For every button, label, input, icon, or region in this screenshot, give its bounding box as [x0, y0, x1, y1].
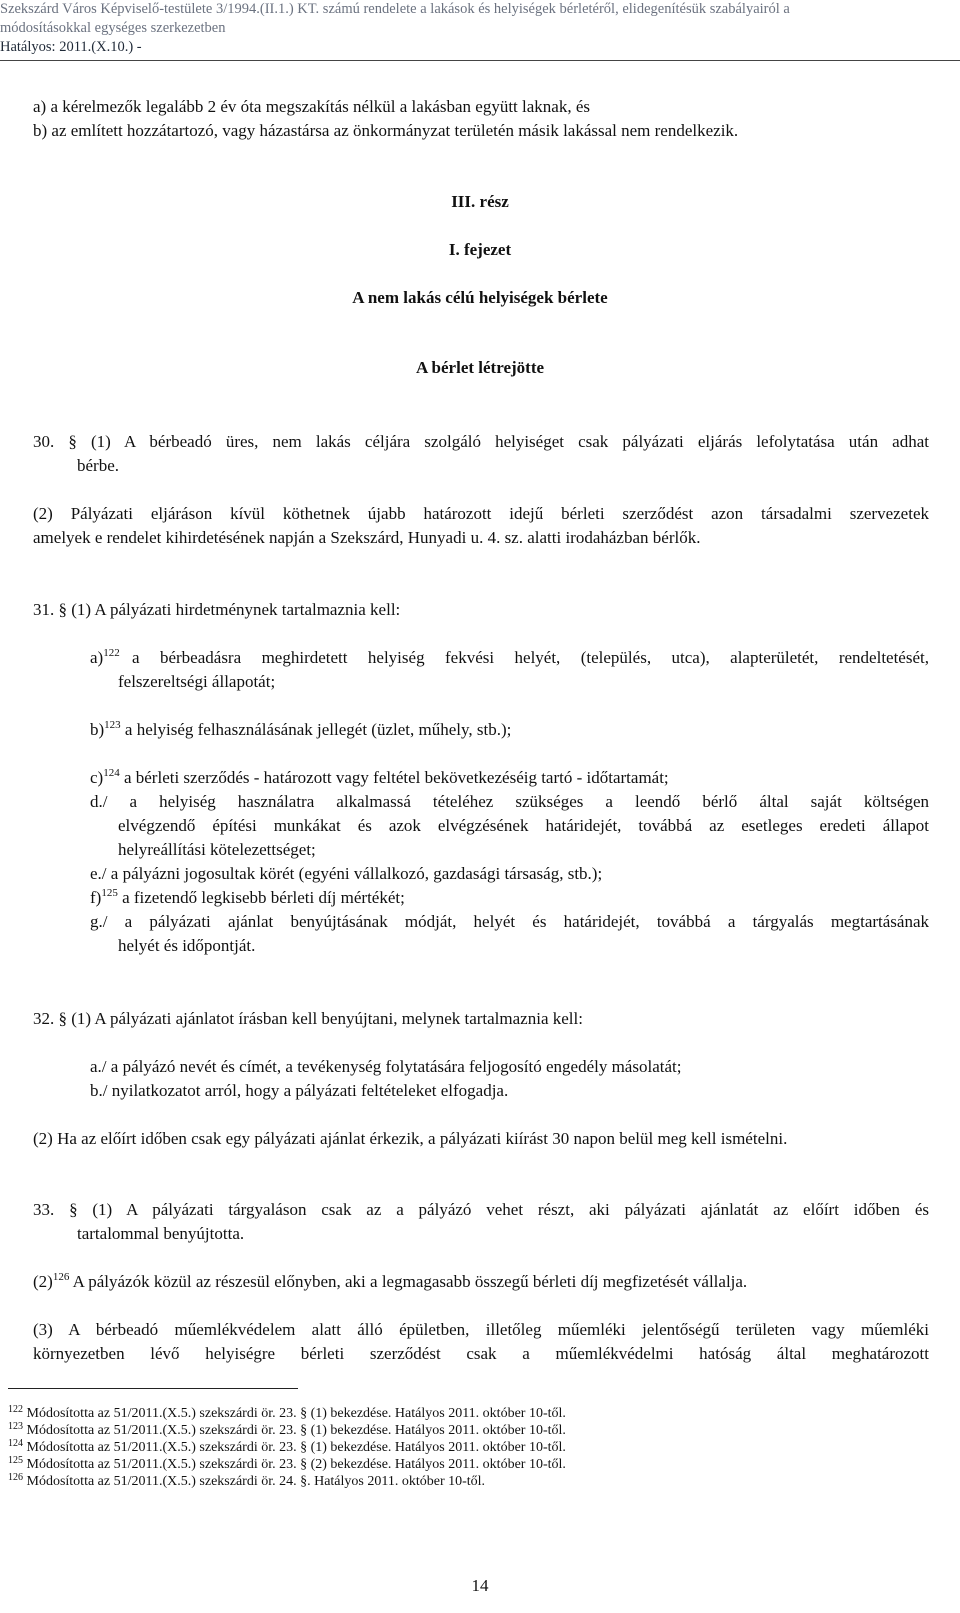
footnote-text: Módosította az 51/2011.(X.5.) szekszárdi ör. 23. § (1) bekezdése. Hatályos 2011. október 10-től.: [26, 1440, 566, 1455]
paragraph-33-2: [33, 1270, 747, 1294]
footnote: [8, 1456, 566, 1473]
item-32-a: a./ a pályázó nevét és címét, a tevékenység folytatására feljogosító engedély másolatát;: [90, 1057, 682, 1076]
footnote-number: 122: [8, 1404, 23, 1415]
page-number: 14: [471, 1576, 489, 1595]
footnote-number: 126: [8, 1472, 23, 1483]
header-divider: [0, 60, 960, 61]
paragraph-33-1-cont: tartalommal benyújtotta.: [77, 1224, 245, 1243]
item-31-c: [90, 766, 669, 790]
paragraph-30-2-cont: amelyek e rendelet kihirdetésének napján a Szekszárd, Hunyadi u. 4. sz. alatti irodaházban bérlők.: [33, 528, 701, 547]
paragraph-33-3: (3) A bérbeadó műemlékvédelem alatt álló épületben, illetőleg műemléki jelentőségű területen vagy műemléki: [33, 1320, 929, 1339]
paragraph-32-2: (2) Ha az előírt időben csak egy pályázati ajánlat érkezik, a pályázati kiírást 30 napon belül meg kell ismételni.: [33, 1129, 788, 1148]
footnote: [8, 1473, 485, 1490]
paragraph-30-1: 30. § (1) A bérbeadó üres, nem lakás céljára szolgáló helyiséget csak pályázati eljárás lefolytatása után adhat: [33, 432, 929, 451]
paragraph-32-1: 32. § (1) A pályázati ajánlatot írásban kell benyújtani, melynek tartalmaznia kell:: [33, 1009, 583, 1028]
footnote-ref: 122: [103, 647, 120, 659]
item-label: c): [90, 768, 104, 787]
part-heading: III. rész: [451, 192, 509, 211]
paragraph-31-1: 31. § (1) A pályázati hirdetménynek tartalmaznia kell:: [33, 600, 401, 619]
footnote-text: Módosította az 51/2011.(X.5.) szekszárdi ör. 23. § (1) bekezdése. Hatályos 2011. október 10-től.: [26, 1423, 566, 1438]
section-title: A bérlet létrejötte: [415, 358, 545, 377]
item-text: a bérleti szerződés - határozott vagy feltétel bekövetkezéséig tartó - időtartamát;: [123, 768, 669, 787]
item-31-b: [90, 718, 511, 742]
header-subtitle-line: módosításokkal egységes szerkezetben: [0, 20, 226, 36]
item-31-a-text: a bérbeadásra meghirdetett helyiség fekvési helyét, (település, utca), alapterületét, rendeltetését,: [132, 648, 929, 667]
footnote-ref: 124: [103, 767, 120, 779]
paragraph-text: A pályázók közül az részesül előnyben, aki a legmagasabb összegű bérleti díj megfizetését vállalja.: [72, 1272, 748, 1291]
footnote-ref: 123: [104, 719, 121, 731]
footnote: [8, 1439, 566, 1456]
footnote-number: 123: [8, 1421, 23, 1432]
item-text: a helyiség felhasználásának jellegét (üzlet, műhely, stb.);: [124, 720, 512, 739]
header-effective-date: Hatályos: 2011.(X.10.) -: [0, 39, 142, 55]
footnote: [8, 1422, 566, 1439]
footnote: [8, 1405, 566, 1422]
list-item-a: a) a kérelmezők legalább 2 év óta megszakítás nélkül a lakásban együtt laknak, és: [33, 97, 590, 116]
footnote-ref: 125: [101, 887, 118, 899]
paragraph-30-1-cont: bérbe.: [77, 456, 120, 475]
list-item-b: b) az említett hozzátartozó, vagy házastársa az önkormányzat területén másik lakással nem rendelkezik.: [33, 121, 739, 140]
paragraph-30-2: (2) Pályázati eljáráson kívül köthetnek újabb határozott idejű bérleti szerződést azon társadalmi szervezetek: [33, 504, 929, 523]
item-32-b: b./ nyilatkozatot arról, hogy a pályázati feltételeket elfogadja.: [90, 1081, 509, 1100]
item-text: a fizetendő legkisebb bérleti díj mértékét;: [122, 888, 405, 907]
item-31-d-cont: elvégzendő építési munkákat és azok elvégzésének határidejét, továbbá az esetleges eredeti állapot: [118, 816, 929, 835]
paragraph-33-3-cont: környezetben lévő helyiségre bérleti szerződést csak a műemlékvédelmi hatóság által meghatározott: [33, 1344, 929, 1363]
footnote-divider: [8, 1388, 298, 1389]
footnote-text: Módosította az 51/2011.(X.5.) szekszárdi ör. 23. § (2) bekezdése. Hatályos 2011. október 10-től.: [26, 1457, 566, 1472]
item-31-d: d./ a helyiség használatra alkalmassá tételéhez szükséges a leendő bérlő által saját költségen: [90, 792, 929, 811]
item-label: f): [90, 888, 102, 907]
item-label: a): [90, 648, 104, 667]
item-31-a: [90, 646, 120, 670]
item-31-e: e./ a pályázni jogosultak körét (egyéni vállalkozó, gazdasági társaság, stb.);: [90, 864, 603, 883]
item-31-a-text-cont: felszereltségi állapotát;: [118, 672, 276, 691]
item-31-f: [90, 886, 405, 910]
item-label: b): [90, 720, 105, 739]
chapter-heading: I. fejezet: [448, 240, 512, 259]
paragraph-33-1: 33. § (1) A pályázati tárgyaláson csak az a pályázó vehet részt, aki pályázati ajánlatát az előírt időben és: [33, 1200, 929, 1219]
item-31-g: g./ a pályázati ajánlat benyújtásának módját, helyét és határidejét, továbbá a tárgyalás megtartásának: [90, 912, 929, 931]
paragraph-label: (2): [33, 1272, 53, 1291]
footnote-text: Módosította az 51/2011.(X.5.) szekszárdi ör. 24. §. Hatályos 2011. október 10-től.: [26, 1474, 486, 1489]
item-31-g-cont: helyét és időpontját.: [118, 936, 256, 955]
footnote-text: Módosította az 51/2011.(X.5.) szekszárdi ör. 23. § (1) bekezdése. Hatályos 2011. október 10-től.: [26, 1406, 566, 1421]
footnote-number: 124: [8, 1438, 23, 1449]
chapter-title: A nem lakás célú helyiségek bérlete: [352, 288, 608, 307]
running-header: [0, 0, 960, 57]
footnote-number: 125: [8, 1455, 23, 1466]
footnote-ref: 126: [52, 1271, 70, 1283]
item-31-d-cont2: helyreállítási kötelezettséget;: [118, 840, 316, 859]
header-title-line: Szekszárd Város Képviselő-testülete 3/1994.(II.1.) KT. számú rendelete a lakások és helyiségek bérletéről, elidegenítésük szabályairól a: [0, 1, 790, 17]
